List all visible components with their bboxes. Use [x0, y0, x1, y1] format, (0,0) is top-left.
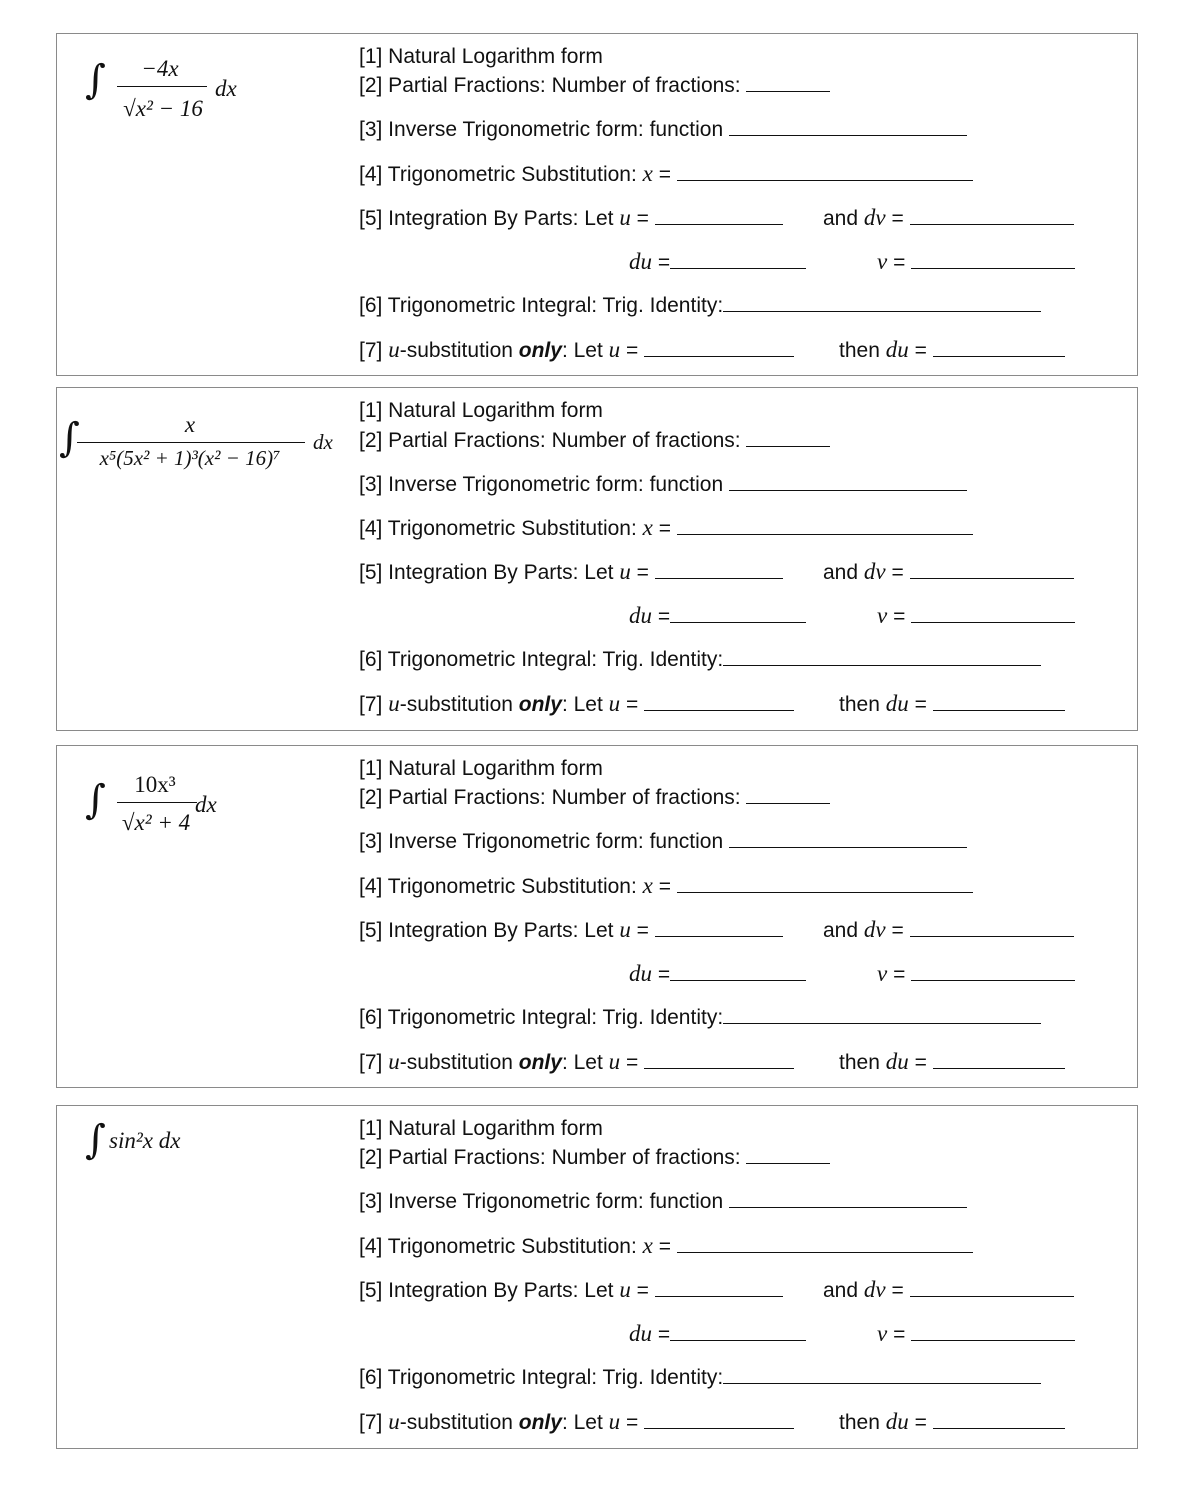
- var-u: u: [388, 337, 400, 362]
- integral-sign: ∫: [85, 777, 106, 823]
- var-x: x: [642, 161, 653, 186]
- equals: =: [658, 517, 671, 540]
- option-label: [6] Trigonometric Integral: Trig. Identity:: [359, 648, 724, 671]
- option-inverse-trig: [359, 117, 967, 143]
- option-partial-fractions: [359, 73, 830, 99]
- option-label: [5] Integration By Parts: Let: [359, 561, 614, 584]
- option-u-substitution: [359, 691, 794, 718]
- ibp-dv: [823, 1277, 1074, 1304]
- fraction-bar: [117, 802, 197, 803]
- dx-label: dx: [195, 792, 217, 817]
- answer-blank[interactable]: [723, 647, 1041, 666]
- option-natural-log: [359, 398, 603, 424]
- ibp-v: [877, 603, 1075, 630]
- option-label: [2] Partial Fractions: Number of fractions:: [359, 74, 741, 97]
- ibp-du: [629, 249, 806, 276]
- only-emphasis: only: [518, 1051, 562, 1074]
- var-u: u: [619, 917, 631, 942]
- var-x: x: [642, 873, 653, 898]
- answer-blank-v[interactable]: [911, 604, 1075, 623]
- let-label: : Let: [561, 1411, 603, 1434]
- ibp-dv: [823, 917, 1074, 944]
- option-label: -substitution: [399, 693, 513, 716]
- equals: =: [636, 919, 649, 942]
- answer-blank[interactable]: [723, 293, 1041, 312]
- equals: =: [891, 561, 904, 584]
- option-label: [3] Inverse Trigonometric form: function: [359, 1190, 724, 1213]
- option-label: [2] Partial Fractions: Number of fractions:: [359, 429, 741, 452]
- var-u: u: [608, 337, 621, 362]
- option-inverse-trig: [359, 472, 967, 498]
- var-v: v: [877, 249, 888, 274]
- answer-blank[interactable]: [746, 785, 830, 804]
- answer-blank-du[interactable]: [933, 1410, 1065, 1429]
- let-label: : Let: [561, 693, 603, 716]
- option-natural-log: [359, 756, 603, 782]
- denominator: √x² + 4: [121, 810, 191, 835]
- answer-blank[interactable]: [729, 117, 967, 136]
- option-u-substitution: [359, 1049, 794, 1076]
- equals: =: [658, 1235, 671, 1258]
- only-emphasis: only: [518, 693, 562, 716]
- answer-blank-du[interactable]: [670, 1322, 806, 1341]
- var-dv: dv: [863, 205, 886, 230]
- option-natural-log: [359, 44, 603, 70]
- var-du: du: [885, 337, 909, 362]
- ibp-v: [877, 961, 1075, 988]
- var-dv: dv: [863, 1277, 886, 1302]
- answer-blank[interactable]: [723, 1005, 1041, 1024]
- denominator: √x² − 16: [123, 96, 203, 121]
- answer-blank-dv[interactable]: [910, 1278, 1074, 1297]
- option-label: [1] Natural Logarithm form: [359, 399, 603, 422]
- ibp-v: [877, 1321, 1075, 1348]
- answer-blank[interactable]: [723, 1365, 1041, 1384]
- equals: =: [657, 1323, 671, 1346]
- option-label: -substitution: [399, 1051, 513, 1074]
- var-x: x: [642, 1233, 653, 1258]
- answer-blank-u[interactable]: [655, 1278, 783, 1297]
- option-label: [5] Integration By Parts: Let: [359, 919, 614, 942]
- var-du: du: [629, 1321, 652, 1346]
- then-label: then: [839, 339, 880, 362]
- problem-2-integrand: [57, 402, 357, 482]
- answer-blank[interactable]: [746, 73, 830, 92]
- option-partial-fractions: [359, 785, 830, 811]
- equals: =: [636, 1279, 649, 1302]
- var-u: u: [388, 1049, 400, 1074]
- answer-blank-v[interactable]: [911, 962, 1075, 981]
- problem-1-integrand: [83, 46, 283, 126]
- option-label: [6] Trigonometric Integral: Trig. Identity:: [359, 1366, 724, 1389]
- var-u: u: [388, 691, 400, 716]
- equals: =: [891, 207, 904, 230]
- option-label: -substitution: [399, 339, 513, 362]
- answer-blank-v[interactable]: [911, 1322, 1075, 1341]
- var-dv: dv: [863, 559, 886, 584]
- denominator: x⁵(5x² + 1)³(x² − 16)⁷: [99, 446, 281, 470]
- usub-du: [839, 1049, 1065, 1076]
- answer-blank[interactable]: [677, 1234, 973, 1253]
- option-label: [6] Trigonometric Integral: Trig. Identity:: [359, 1006, 724, 1029]
- answer-blank[interactable]: [729, 472, 967, 491]
- equals: =: [914, 1411, 927, 1434]
- option-number: [7]: [359, 1051, 383, 1074]
- option-integration-by-parts: [359, 1277, 783, 1304]
- option-natural-log: [359, 1116, 603, 1142]
- option-trig-integral: [359, 1005, 1041, 1031]
- equals: =: [914, 1051, 927, 1074]
- answer-blank-dv[interactable]: [910, 560, 1074, 579]
- problem-1-panel: [56, 33, 1138, 376]
- var-u: u: [619, 1277, 631, 1302]
- option-integration-by-parts: [359, 559, 783, 586]
- option-label: [2] Partial Fractions: Number of fractions:: [359, 786, 741, 809]
- var-u: u: [608, 1409, 621, 1434]
- answer-blank-u[interactable]: [644, 1410, 794, 1429]
- problem-4-panel: [56, 1105, 1138, 1449]
- answer-blank[interactable]: [677, 516, 973, 535]
- dx-label: dx: [313, 430, 333, 454]
- option-label: [4] Trigonometric Substitution:: [359, 517, 637, 540]
- var-v: v: [877, 961, 888, 986]
- answer-blank-u[interactable]: [655, 918, 783, 937]
- var-du: du: [885, 1409, 909, 1434]
- option-number: [7]: [359, 693, 383, 716]
- answer-blank-du[interactable]: [670, 250, 806, 269]
- equals: =: [893, 1323, 906, 1346]
- ibp-du: [629, 603, 806, 630]
- answer-blank-u[interactable]: [644, 692, 794, 711]
- var-x: x: [642, 515, 653, 540]
- then-label: then: [839, 693, 880, 716]
- ibp-v: [877, 249, 1075, 276]
- numerator: 10x³: [134, 772, 176, 797]
- answer-blank-u[interactable]: [655, 560, 783, 579]
- var-u: u: [608, 1049, 621, 1074]
- var-du: du: [629, 249, 652, 274]
- answer-blank[interactable]: [729, 829, 967, 848]
- option-label: [5] Integration By Parts: Let: [359, 1279, 614, 1302]
- answer-blank[interactable]: [746, 428, 830, 447]
- option-label: [3] Inverse Trigonometric form: function: [359, 473, 724, 496]
- option-trig-integral: [359, 1365, 1041, 1391]
- then-label: then: [839, 1051, 880, 1074]
- and-label: and: [823, 207, 859, 230]
- var-v: v: [877, 1321, 888, 1346]
- option-trig-substitution: [359, 161, 973, 188]
- problem-4-integrand: [83, 1116, 283, 1176]
- option-label: [4] Trigonometric Substitution:: [359, 163, 637, 186]
- var-v: v: [877, 603, 888, 628]
- var-u: u: [619, 205, 631, 230]
- equals: =: [626, 1051, 639, 1074]
- problem-3-panel: [56, 745, 1138, 1088]
- equals: =: [626, 1411, 639, 1434]
- equals: =: [891, 1279, 904, 1302]
- option-label: [1] Natural Logarithm form: [359, 1117, 603, 1140]
- option-inverse-trig: [359, 1189, 967, 1215]
- equals: =: [657, 963, 671, 986]
- and-label: and: [823, 1279, 859, 1302]
- equals: =: [914, 339, 927, 362]
- answer-blank-u[interactable]: [644, 338, 794, 357]
- equals: =: [658, 875, 671, 898]
- answer-blank-u[interactable]: [655, 206, 783, 225]
- and-label: and: [823, 561, 859, 584]
- then-label: then: [839, 1411, 880, 1434]
- only-emphasis: only: [518, 339, 562, 362]
- option-inverse-trig: [359, 829, 967, 855]
- integral-sign: ∫: [85, 1117, 106, 1163]
- answer-blank[interactable]: [746, 1145, 830, 1164]
- let-label: : Let: [561, 1051, 603, 1074]
- answer-blank-du[interactable]: [933, 338, 1065, 357]
- option-trig-substitution: [359, 1233, 973, 1260]
- usub-du: [839, 337, 1065, 364]
- option-partial-fractions: [359, 1145, 830, 1171]
- answer-blank-dv[interactable]: [910, 918, 1074, 937]
- answer-blank[interactable]: [729, 1189, 967, 1208]
- var-du: du: [629, 603, 652, 628]
- equals: =: [657, 251, 671, 274]
- usub-du: [839, 691, 1065, 718]
- problem-2-panel: [56, 387, 1138, 731]
- ibp-du: [629, 961, 806, 988]
- equals: =: [636, 207, 649, 230]
- answer-blank-u[interactable]: [644, 1050, 794, 1069]
- answer-blank[interactable]: [677, 162, 973, 181]
- option-u-substitution: [359, 1409, 794, 1436]
- answer-blank-du[interactable]: [933, 692, 1065, 711]
- equals: =: [914, 693, 927, 716]
- option-trig-integral: [359, 647, 1041, 673]
- ibp-du: [629, 1321, 806, 1348]
- equals: =: [893, 251, 906, 274]
- option-label: [4] Trigonometric Substitution:: [359, 1235, 637, 1258]
- option-label: [3] Inverse Trigonometric form: function: [359, 118, 724, 141]
- option-label: [6] Trigonometric Integral: Trig. Identity:: [359, 294, 724, 317]
- var-u: u: [608, 691, 621, 716]
- var-dv: dv: [863, 917, 886, 942]
- var-du: du: [885, 1049, 909, 1074]
- integral-sign: ∫: [85, 57, 106, 103]
- option-label: [1] Natural Logarithm form: [359, 45, 603, 68]
- equals: =: [658, 163, 671, 186]
- option-integration-by-parts: [359, 917, 783, 944]
- fraction-bar: [117, 86, 207, 87]
- usub-du: [839, 1409, 1065, 1436]
- equals: =: [893, 605, 906, 628]
- ibp-dv: [823, 205, 1074, 232]
- option-label: [4] Trigonometric Substitution:: [359, 875, 637, 898]
- integrand-expression: sin²x dx: [109, 1128, 181, 1153]
- option-number: [7]: [359, 339, 383, 362]
- fraction-bar: [77, 442, 305, 443]
- var-u: u: [388, 1409, 400, 1434]
- and-label: and: [823, 919, 859, 942]
- answer-blank[interactable]: [677, 874, 973, 893]
- numerator: x: [184, 412, 196, 437]
- equals: =: [893, 963, 906, 986]
- answer-blank-dv[interactable]: [910, 206, 1074, 225]
- equals: =: [626, 693, 639, 716]
- only-emphasis: only: [518, 1411, 562, 1434]
- let-label: : Let: [561, 339, 603, 362]
- option-label: [3] Inverse Trigonometric form: function: [359, 830, 724, 853]
- equals: =: [636, 561, 649, 584]
- ibp-dv: [823, 559, 1074, 586]
- answer-blank-du[interactable]: [933, 1050, 1065, 1069]
- option-trig-substitution: [359, 515, 973, 542]
- integral-sign: ∫: [59, 415, 80, 461]
- var-du: du: [885, 691, 909, 716]
- equals: =: [626, 339, 639, 362]
- answer-blank-v[interactable]: [911, 250, 1075, 269]
- option-u-substitution: [359, 337, 794, 364]
- option-trig-integral: [359, 293, 1041, 319]
- option-label: [2] Partial Fractions: Number of fractions:: [359, 1146, 741, 1169]
- var-u: u: [619, 559, 631, 584]
- option-trig-substitution: [359, 873, 973, 900]
- numerator: −4x: [141, 56, 179, 81]
- option-label: [1] Natural Logarithm form: [359, 757, 603, 780]
- var-du: du: [629, 961, 652, 986]
- option-label: [5] Integration By Parts: Let: [359, 207, 614, 230]
- problem-3-integrand: [83, 762, 283, 842]
- equals: =: [891, 919, 904, 942]
- option-number: [7]: [359, 1411, 383, 1434]
- option-label: -substitution: [399, 1411, 513, 1434]
- option-integration-by-parts: [359, 205, 783, 232]
- answer-blank-du[interactable]: [670, 604, 806, 623]
- option-partial-fractions: [359, 428, 830, 454]
- equals: =: [657, 605, 671, 628]
- answer-blank-du[interactable]: [670, 962, 806, 981]
- dx-label: dx: [215, 76, 237, 101]
